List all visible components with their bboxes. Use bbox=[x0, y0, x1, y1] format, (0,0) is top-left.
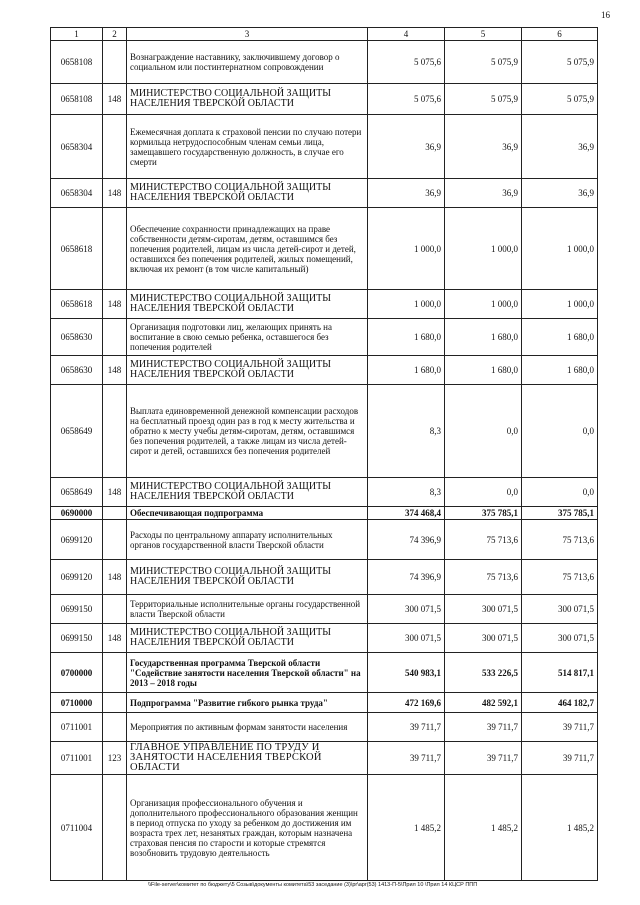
row-code-cell: 0658649 bbox=[51, 478, 103, 507]
row-description-cell: Расходы по центральному аппарату исполнительных органов государственной власти Тверской области bbox=[127, 520, 368, 560]
row-value-2017-cell: 36,9 bbox=[445, 115, 522, 179]
row-value-2017-cell: 75 713,6 bbox=[445, 520, 522, 560]
row-code-cell: 0699150 bbox=[51, 595, 103, 624]
column-header: 6 bbox=[522, 28, 598, 41]
row-description-cell: МИНИСТЕРСТВО СОЦИАЛЬНОЙ ЗАЩИТЫ НАСЕЛЕНИЯ ТВЕРСКОЙ ОБЛАСТИ bbox=[127, 356, 368, 385]
row-ministry-code-cell: 148 bbox=[103, 356, 127, 385]
row-value-2016-cell: 5 075,6 bbox=[368, 41, 445, 84]
table-row bbox=[51, 595, 598, 624]
page-number: 16 bbox=[601, 10, 610, 20]
row-code-cell: 0699120 bbox=[51, 560, 103, 595]
row-code-cell: 0710000 bbox=[51, 693, 103, 713]
row-value-2016-cell: 1 485,2 bbox=[368, 775, 445, 881]
row-value-2018-cell: 1 000,0 bbox=[522, 290, 598, 319]
row-ministry-code-cell: 148 bbox=[103, 478, 127, 507]
row-ministry-code-cell bbox=[103, 41, 127, 84]
row-value-2016-cell: 374 468,4 bbox=[368, 507, 445, 520]
row-code-cell: 0711004 bbox=[51, 775, 103, 881]
row-value-2018-cell: 36,9 bbox=[522, 179, 598, 208]
table-row bbox=[51, 84, 598, 115]
row-value-2018-cell: 39 711,7 bbox=[522, 742, 598, 775]
row-description-cell: МИНИСТЕРСТВО СОЦИАЛЬНОЙ ЗАЩИТЫ НАСЕЛЕНИЯ ТВЕРСКОЙ ОБЛАСТИ bbox=[127, 290, 368, 319]
row-value-2016-cell: 1 000,0 bbox=[368, 208, 445, 290]
row-code-cell: 0658304 bbox=[51, 115, 103, 179]
table-header-row bbox=[51, 28, 598, 41]
row-ministry-code-cell: 148 bbox=[103, 560, 127, 595]
row-value-2018-cell: 1 485,2 bbox=[522, 775, 598, 881]
row-value-2017-cell: 375 785,1 bbox=[445, 507, 522, 520]
table-row bbox=[51, 653, 598, 693]
row-ministry-code-cell bbox=[103, 385, 127, 478]
row-value-2016-cell: 540 983,1 bbox=[368, 653, 445, 693]
row-value-2017-cell: 533 226,5 bbox=[445, 653, 522, 693]
table-row bbox=[51, 356, 598, 385]
row-value-2016-cell: 36,9 bbox=[368, 179, 445, 208]
row-code-cell: 0658649 bbox=[51, 385, 103, 478]
row-description-cell: МИНИСТЕРСТВО СОЦИАЛЬНОЙ ЗАЩИТЫ НАСЕЛЕНИЯ ТВЕРСКОЙ ОБЛАСТИ bbox=[127, 624, 368, 653]
table-row bbox=[51, 478, 598, 507]
table-row bbox=[51, 713, 598, 742]
row-ministry-code-cell bbox=[103, 595, 127, 624]
row-description-cell: Организация профессионального обучения и дополнительного профессионального образования женщин в период отпуска по уходу за ребенком до достижения им возраста трех лет, незанятых граждан, которым назначена страховая пенсия по старости и которые стремятся возобновить трудовую деятельность bbox=[127, 775, 368, 881]
row-value-2016-cell: 1 680,0 bbox=[368, 356, 445, 385]
row-value-2016-cell: 74 396,9 bbox=[368, 520, 445, 560]
row-value-2018-cell: 5 075,9 bbox=[522, 41, 598, 84]
row-value-2017-cell: 1 000,0 bbox=[445, 290, 522, 319]
row-value-2018-cell: 1 000,0 bbox=[522, 208, 598, 290]
column-header: 5 bbox=[445, 28, 522, 41]
row-value-2017-cell: 1 680,0 bbox=[445, 356, 522, 385]
table-row bbox=[51, 520, 598, 560]
row-description-cell: Организация подготовки лиц, желающих принять на воспитание в свою семью ребенка, оставшегося без попечения родителей bbox=[127, 319, 368, 356]
table-row bbox=[51, 290, 598, 319]
row-code-cell: 0658630 bbox=[51, 356, 103, 385]
row-ministry-code-cell bbox=[103, 507, 127, 520]
row-description-cell: Мероприятия по активным формам занятости населения bbox=[127, 713, 368, 742]
row-value-2018-cell: 514 817,1 bbox=[522, 653, 598, 693]
table-row bbox=[51, 775, 598, 881]
row-code-cell: 0711001 bbox=[51, 713, 103, 742]
column-header: 4 bbox=[368, 28, 445, 41]
table-row bbox=[51, 385, 598, 478]
row-code-cell: 0699120 bbox=[51, 520, 103, 560]
row-value-2018-cell: 39 711,7 bbox=[522, 713, 598, 742]
row-value-2016-cell: 39 711,7 bbox=[368, 713, 445, 742]
row-value-2016-cell: 1 000,0 bbox=[368, 290, 445, 319]
table-row bbox=[51, 179, 598, 208]
row-value-2018-cell: 75 713,6 bbox=[522, 520, 598, 560]
row-description-cell: МИНИСТЕРСТВО СОЦИАЛЬНОЙ ЗАЩИТЫ НАСЕЛЕНИЯ ТВЕРСКОЙ ОБЛАСТИ bbox=[127, 179, 368, 208]
row-ministry-code-cell bbox=[103, 653, 127, 693]
row-value-2016-cell: 74 396,9 bbox=[368, 560, 445, 595]
row-description-cell: Подпрограмма "Развитие гибкого рынка труда" bbox=[127, 693, 368, 713]
row-ministry-code-cell bbox=[103, 775, 127, 881]
row-value-2017-cell: 1 485,2 bbox=[445, 775, 522, 881]
row-value-2016-cell: 39 711,7 bbox=[368, 742, 445, 775]
row-value-2016-cell: 1 680,0 bbox=[368, 319, 445, 356]
file-path-footer: \\File-server\комитет по бюджету\5 Созыв\документы комитета\53 заседание (3)\pr\apr(53) 1413-П-5\Прил 10 \Прил 14 КЦСР ППП bbox=[148, 882, 478, 888]
row-value-2018-cell: 5 075,9 bbox=[522, 84, 598, 115]
row-code-cell: 0699150 bbox=[51, 624, 103, 653]
row-value-2016-cell: 300 071,5 bbox=[368, 624, 445, 653]
row-value-2017-cell: 36,9 bbox=[445, 179, 522, 208]
table-row bbox=[51, 693, 598, 713]
row-value-2018-cell: 0,0 bbox=[522, 385, 598, 478]
row-ministry-code-cell bbox=[103, 319, 127, 356]
row-ministry-code-cell: 148 bbox=[103, 290, 127, 319]
row-description-cell: ГЛАВНОЕ УПРАВЛЕНИЕ ПО ТРУДУ И ЗАНЯТОСТИ НАСЕЛЕНИЯ ТВЕРСКОЙ ОБЛАСТИ bbox=[127, 742, 368, 775]
table-row bbox=[51, 624, 598, 653]
row-value-2017-cell: 75 713,6 bbox=[445, 560, 522, 595]
table-row bbox=[51, 41, 598, 84]
table-row bbox=[51, 208, 598, 290]
row-description-cell: Государственная программа Тверской области "Содействие занятости населения Тверской области" на 2013 – 2018 годы bbox=[127, 653, 368, 693]
row-description-cell: Ежемесячная доплата к страховой пенсии по случаю потери кормильца нетрудоспособным членам семьи лица, замещавшего государственную должность, в случае его смерти bbox=[127, 115, 368, 179]
row-ministry-code-cell bbox=[103, 208, 127, 290]
table-row bbox=[51, 560, 598, 595]
row-value-2017-cell: 300 071,5 bbox=[445, 595, 522, 624]
row-value-2017-cell: 0,0 bbox=[445, 478, 522, 507]
row-description-cell: МИНИСТЕРСТВО СОЦИАЛЬНОЙ ЗАЩИТЫ НАСЕЛЕНИЯ ТВЕРСКОЙ ОБЛАСТИ bbox=[127, 84, 368, 115]
row-value-2018-cell: 300 071,5 bbox=[522, 595, 598, 624]
row-ministry-code-cell: 123 bbox=[103, 742, 127, 775]
row-description-cell: Обеспечение сохранности принадлежащих на праве собственности детям-сиротам, детям, оставшимся без попечения родителей, лицам из числа детей-сирот и детей, оставшихся без попечения родителей, жилых помещений, включая их ремонт (в том числе капитальный) bbox=[127, 208, 368, 290]
row-value-2016-cell: 472 169,6 bbox=[368, 693, 445, 713]
table-row bbox=[51, 115, 598, 179]
row-value-2017-cell: 1 680,0 bbox=[445, 319, 522, 356]
row-value-2018-cell: 1 680,0 bbox=[522, 356, 598, 385]
row-value-2017-cell: 39 711,7 bbox=[445, 742, 522, 775]
table-row bbox=[51, 319, 598, 356]
row-ministry-code-cell bbox=[103, 713, 127, 742]
column-header: 1 bbox=[51, 28, 103, 41]
row-description-cell: Выплата единовременной денежной компенсации расходов на бесплатный проезд один раз в год к месту жительства и обратно к месту учебы детям-сиротам, детям, оставшимся без попечения родителей, а также лицам из числа детей-сирот и детей, оставшихся без попечения родителей bbox=[127, 385, 368, 478]
row-value-2016-cell: 8,3 bbox=[368, 385, 445, 478]
row-description-cell: Территориальные исполнительные органы государственной власти Тверской области bbox=[127, 595, 368, 624]
row-ministry-code-cell: 148 bbox=[103, 84, 127, 115]
row-code-cell: 0658304 bbox=[51, 179, 103, 208]
row-value-2017-cell: 1 000,0 bbox=[445, 208, 522, 290]
row-code-cell: 0658108 bbox=[51, 41, 103, 84]
row-ministry-code-cell: 148 bbox=[103, 624, 127, 653]
budget-table bbox=[50, 27, 598, 881]
row-ministry-code-cell bbox=[103, 693, 127, 713]
row-value-2017-cell: 5 075,9 bbox=[445, 41, 522, 84]
row-description-cell: МИНИСТЕРСТВО СОЦИАЛЬНОЙ ЗАЩИТЫ НАСЕЛЕНИЯ ТВЕРСКОЙ ОБЛАСТИ bbox=[127, 478, 368, 507]
row-value-2017-cell: 39 711,7 bbox=[445, 713, 522, 742]
row-value-2017-cell: 5 075,9 bbox=[445, 84, 522, 115]
table-row bbox=[51, 742, 598, 775]
row-value-2018-cell: 36,9 bbox=[522, 115, 598, 179]
row-value-2017-cell: 482 592,1 bbox=[445, 693, 522, 713]
row-ministry-code-cell bbox=[103, 115, 127, 179]
row-code-cell: 0711001 bbox=[51, 742, 103, 775]
row-value-2017-cell: 300 071,5 bbox=[445, 624, 522, 653]
row-value-2018-cell: 75 713,6 bbox=[522, 560, 598, 595]
row-code-cell: 0690000 bbox=[51, 507, 103, 520]
column-header: 3 bbox=[127, 28, 368, 41]
row-description-cell: Вознаграждение наставнику, заключившему договор о социальном или постинтернатном сопровождении bbox=[127, 41, 368, 84]
row-code-cell: 0658630 bbox=[51, 319, 103, 356]
row-ministry-code-cell: 148 bbox=[103, 179, 127, 208]
row-description-cell: МИНИСТЕРСТВО СОЦИАЛЬНОЙ ЗАЩИТЫ НАСЕЛЕНИЯ ТВЕРСКОЙ ОБЛАСТИ bbox=[127, 560, 368, 595]
row-value-2016-cell: 300 071,5 bbox=[368, 595, 445, 624]
row-code-cell: 0658108 bbox=[51, 84, 103, 115]
row-value-2018-cell: 0,0 bbox=[522, 478, 598, 507]
row-value-2016-cell: 8,3 bbox=[368, 478, 445, 507]
table-row bbox=[51, 507, 598, 520]
row-ministry-code-cell bbox=[103, 520, 127, 560]
row-value-2016-cell: 36,9 bbox=[368, 115, 445, 179]
row-value-2018-cell: 464 182,7 bbox=[522, 693, 598, 713]
row-value-2018-cell: 300 071,5 bbox=[522, 624, 598, 653]
row-value-2016-cell: 5 075,6 bbox=[368, 84, 445, 115]
row-code-cell: 0658618 bbox=[51, 290, 103, 319]
row-code-cell: 0658618 bbox=[51, 208, 103, 290]
row-code-cell: 0700000 bbox=[51, 653, 103, 693]
row-description-cell: Обеспечивающая подпрограмма bbox=[127, 507, 368, 520]
column-header: 2 bbox=[103, 28, 127, 41]
row-value-2017-cell: 0,0 bbox=[445, 385, 522, 478]
row-value-2018-cell: 375 785,1 bbox=[522, 507, 598, 520]
row-value-2018-cell: 1 680,0 bbox=[522, 319, 598, 356]
